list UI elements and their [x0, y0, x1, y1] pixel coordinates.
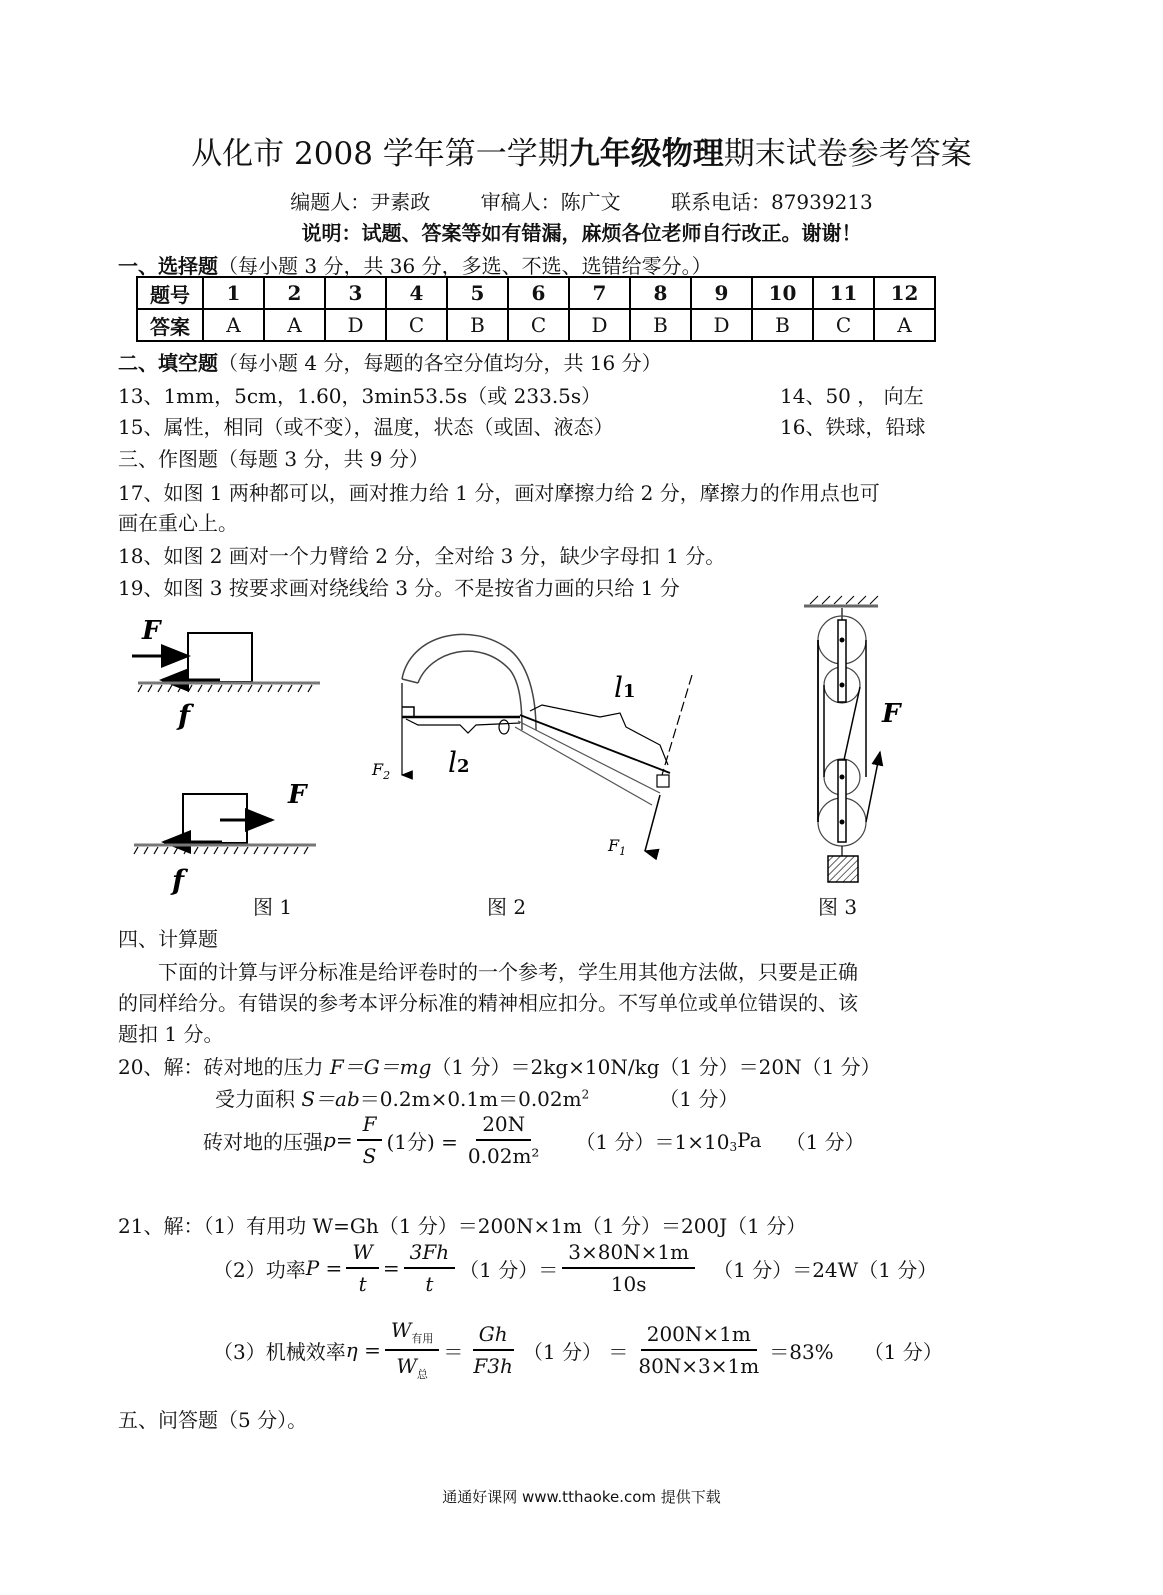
fig2-caption: 图 2: [487, 895, 527, 919]
ground-hatch-top: [138, 685, 312, 692]
cell-number: 5: [447, 277, 508, 309]
fig1-caption: 图 1: [253, 895, 293, 919]
handle-line-2: [518, 721, 660, 793]
l2-brace: [406, 719, 520, 733]
answer-q14: 14、50 ， 向左: [780, 384, 924, 408]
section4-heading: 四、计算题: [118, 927, 218, 951]
answer-q15: 15、属性，相同（或不变），温度，状态（或固、液态）: [118, 415, 614, 439]
section5-heading: 五、问答题（5 分）。: [118, 1408, 308, 1432]
note: 说明：试题、答案等如有错漏，麻烦各位老师自行改正。谢谢！: [301, 221, 862, 245]
q21-line2: （2）功率 P = $\frac{W}{t}$ = $\frac{3Fh}{t}$ （1 分）＝ $\frac{3\times 80N\times 1m}{10s}$ （1 分）＝24W（1 分）: [213, 1240, 938, 1296]
q20-line3-label: 砖对地的压强: [203, 1129, 323, 1154]
fraction: $\frac{200N\times 1m}{80N\times 3\times 1m}$: [638, 1322, 760, 1378]
q20-line3-unit: Pa: [737, 1128, 762, 1152]
title-prefix: 从化市 2008 学年第一学期: [191, 136, 569, 172]
section4-intro-3: 题扣 1 分。: [118, 1022, 224, 1046]
q21-line2-rest: （1 分）＝24W（1 分）: [713, 1257, 938, 1282]
q20-line1-rest: （1 分）＝2kg×10N/kg（1 分）＝20N（1 分）: [431, 1055, 881, 1079]
fraction: $\frac{20N}{\text{0.02m²}}$: [467, 1112, 540, 1168]
answer-q17-line2: 画在重心上。: [118, 511, 238, 535]
cell-answer: B: [752, 309, 813, 341]
pivot-label: O: [520, 745, 521, 746]
cell-answer: A: [264, 309, 325, 341]
fraction: $\frac{3Fh}{t}$: [404, 1240, 455, 1296]
q20-line2-sup: 2: [581, 1087, 590, 1102]
q20-line2-score: （1 分）: [659, 1087, 739, 1111]
right-angle-left: [402, 707, 414, 717]
q20-line3-sup: 3: [729, 1140, 738, 1154]
cell-number: 10: [752, 277, 813, 309]
q21-line3-score2: （1 分）: [863, 1339, 943, 1364]
q21-line3: （3）机械效率 η = $\frac{W_{有用}}{W_总}$ ＝ $\frac{Gh}{F3h}$ （1 分） ＝ $\frac{200N\times 1m}{80N\times 3\times 1m}$ ＝83% （1 分）: [213, 1318, 943, 1381]
cell-answer: D: [569, 309, 630, 341]
cell-number: 2: [264, 277, 325, 309]
author: 编题人：尹素政: [290, 190, 431, 214]
answer-q17-line1: 17、如图 1 两种都可以，画对推力给 1 分，画对摩擦力给 2 分，摩擦力的作用点也可: [118, 481, 880, 505]
cell-number: 3: [325, 277, 386, 309]
phone: 联系电话：87939213: [670, 190, 873, 214]
fig3-force-label: F: [882, 699, 901, 729]
pull-rope-arrow: [866, 752, 880, 822]
section2-title: 二、填空题: [118, 351, 218, 375]
fraction: $\frac{W}{t}$: [346, 1240, 379, 1296]
page-title: [0, 128, 1163, 173]
title-suffix: 期末试卷参考答案: [723, 136, 972, 172]
section2-heading: [118, 347, 662, 376]
q20-line3-p: p: [323, 1128, 336, 1152]
force-f1-arrow: [645, 795, 660, 851]
cell-number: 4: [386, 277, 447, 309]
q20-line3-score3: （1 分）: [785, 1129, 865, 1154]
row-header-answer: 答案: [137, 309, 203, 341]
fig1-bottom-scenario: [134, 780, 316, 897]
section2-detail: （每小题 4 分，每题的各空分值均分，共 16 分）: [218, 351, 662, 375]
cell-number: 8: [630, 277, 691, 309]
fig1-top-friction-label: f: [178, 699, 191, 732]
q21-line2-score1: （1 分）＝: [459, 1257, 559, 1282]
f2-label: $F_2$: [372, 760, 391, 782]
l2-label: l2: [448, 746, 470, 779]
cell-number: 1: [203, 277, 264, 309]
answer-table: [136, 276, 936, 342]
cell-answer: C: [813, 309, 874, 341]
section1-title: 一、选择题: [118, 254, 218, 278]
cell-answer: A: [874, 309, 935, 341]
meta-line: [0, 186, 1163, 215]
cell-answer: D: [691, 309, 752, 341]
f1-action-line: [662, 675, 692, 775]
section1-heading: [118, 250, 712, 279]
section1-detail: （每小题 3 分，共 36 分，多选、不选、选错给零分。）: [218, 254, 712, 278]
q21-line2-label: （2）功率: [213, 1257, 306, 1282]
block-top: [188, 633, 252, 682]
table-row-answers: [137, 309, 935, 341]
q20-line3-eq: =: [335, 1128, 353, 1152]
section3-heading: 三、作图题（每题 3 分，共 9 分）: [118, 447, 429, 471]
fig1-bottom-force-label: F: [288, 780, 307, 810]
q20-line1-label: 20、解：砖对地的压力: [118, 1055, 330, 1079]
cell-answer: B: [447, 309, 508, 341]
answer-q19: 19、如图 3 按要求画对绕线给 3 分。不是按省力画的只给 1 分: [118, 576, 680, 600]
upper-frame: [838, 620, 846, 702]
lower-frame: [838, 760, 846, 842]
q21-line3-eta: η: [345, 1338, 358, 1362]
cell-number: 6: [508, 277, 569, 309]
q21-line3-label: （3）机械效率: [213, 1339, 346, 1364]
cell-answer: D: [325, 309, 386, 341]
q20-line3-score2: （1 分）＝1×10: [575, 1129, 730, 1154]
q20-line3: [203, 1112, 865, 1168]
l1-brace: [530, 705, 668, 765]
handle-line-1: [520, 715, 670, 773]
cell-number: 11: [813, 277, 874, 309]
pivot-o: [499, 720, 509, 734]
weight: [828, 856, 858, 882]
figure-1: [120, 600, 360, 900]
q20-line2-label: 受力面积: [215, 1087, 302, 1111]
footer: 通通好课网 www.tthaoke.com 提供下载: [442, 1488, 721, 1506]
title-bold: 九年级物理: [568, 136, 724, 172]
ceiling-hatch: [810, 596, 878, 604]
table-row-numbers: [137, 277, 935, 309]
cell-number: 7: [569, 277, 630, 309]
cell-number: 12: [874, 277, 935, 309]
ground-hatch-bottom: [134, 847, 308, 854]
fraction: $\frac{F}{S}$: [357, 1112, 383, 1168]
cell-answer: C: [508, 309, 569, 341]
cell-answer: A: [203, 309, 264, 341]
answer-q18: 18、如图 2 画对一个力臂给 2 分，全对给 3 分，缺少字母扣 1 分。: [118, 544, 726, 568]
figure-2: [370, 615, 710, 865]
cell-answer: B: [630, 309, 691, 341]
q20-line2: [215, 1083, 738, 1112]
q20-line3-score1: (1分) =: [386, 1129, 458, 1154]
fig1-top-force-label: F: [142, 616, 161, 646]
reviewer: 审稿人：陈广文: [480, 190, 621, 214]
q21-line1: 21、解：（1）有用功 W=Gh（1 分）＝200N×1m（1 分）＝200J（1 分）: [118, 1214, 807, 1238]
q20-line1-formula: F＝G＝mg: [329, 1055, 432, 1079]
fraction: $\frac{3\times 80N\times 1m}{10s}$: [562, 1240, 695, 1296]
answer-q13: 13、1mm，5cm，1.60，3min53.5s（或 233.5s）: [118, 384, 602, 408]
q21-line2-P: P: [305, 1256, 320, 1280]
section4-intro-1: 下面的计算与评分标准是给评卷时的一个参考，学生用其他方法做，只要是正确: [158, 960, 858, 984]
fig1-top-scenario: [132, 616, 320, 732]
row-header-number: 题号: [137, 277, 203, 309]
section4-intro-2: 的同样给分。有错误的参考本评分标准的精神相应扣分。不写单位或单位错误的、该: [118, 991, 858, 1015]
fig1-bottom-friction-label: f: [172, 864, 185, 897]
l1-label: l1: [614, 671, 636, 704]
fraction: $\frac{Gh}{F3h}$: [473, 1322, 513, 1378]
q20-line2-formula: S＝ab: [301, 1087, 360, 1111]
f1-label: $F_1$: [608, 836, 627, 858]
fraction: $\frac{W_{有用}}{W_总}$: [385, 1318, 440, 1382]
q21-line3-result: ＝83%: [769, 1339, 834, 1364]
answer-q16: 16、铁球，铅球: [780, 415, 926, 439]
fig3-caption: 图 3: [818, 895, 858, 919]
q20-line1: [118, 1051, 881, 1080]
figure-3: [800, 592, 960, 892]
cell-number: 9: [691, 277, 752, 309]
q21-line3-score1: （1 分） ＝: [522, 1339, 629, 1364]
cell-answer: C: [386, 309, 447, 341]
q20-line2-rest: ＝0.2m×0.1m＝0.02m: [359, 1087, 582, 1111]
right-angle-right: [657, 775, 669, 787]
